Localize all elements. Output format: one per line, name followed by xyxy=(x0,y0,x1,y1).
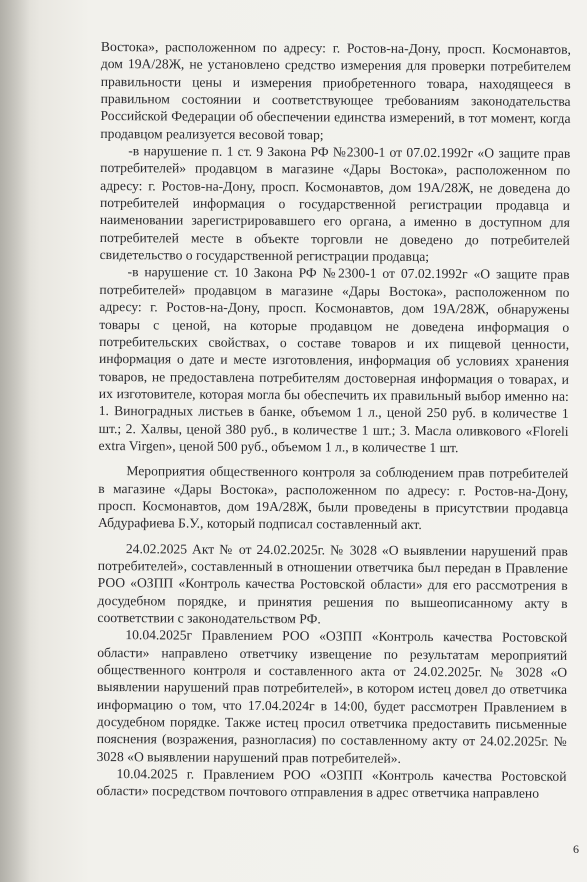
paragraph-notice-sent: 10.04.2025г Правлением РОО «ОЗПП «Контроль качества Ростовской области» направлено ответчику извещение по результатам мероприятий общественного контроля и составленного акта от 24.02.2025г. № 3028 «О выявлении нарушений прав потребителей», в котором истец довел до ответчика информацию о том, что 17.04.2024г в 14:00, будет рассмотрен Правлением в досудебном порядке. Также истец просил ответчика предоставить письменные пояснения (возражения, разногласия) по составленному акту от 24.02.2025г. № 3028 «О выявлении нарушений прав потребителей». xyxy=(96,627,568,766)
paragraph-violation-product-info: -в нарушение ст. 10 Закона РФ №2300-1 от 07.02.1992г «О защите прав потребителей» продавцом в магазине «Дары Востока», расположенном по адресу: г. Ростов-на-Дону, просп. Космонавтов, дом 19А/28Ж, обнаружены товары с ценой, на которые продавцом не доведена информация о потребительских свойствах, о составе товаров и их пищевой ценности, информация о дате и месте изготовления, информация об условиях хранения товаров, не предоставлена потребителям достоверная информация о товарах, и их изготовителе, которая могла бы обеспечить их правильный выбор именно на: 1. Виноградных листьев в банке, объемом 1 л., ценой 250 руб. в количестве 1 шт.; 2. Халвы, ценой 380 руб., в количестве 1 шт.; 3. Масла оливкового «Floreli extra Virgen», ценой 500 руб., объемом 1 л., в количестве 1 шт. xyxy=(98,264,570,456)
document-body xyxy=(96,38,571,803)
paragraph-postal-sending: 10.04.2025 г. Правлением РОО «ОЗПП «Контроль качества Ростовской области» посредством почтового отправления в адрес ответчика направлено xyxy=(96,766,567,802)
paragraph-measurement-device: Востока», расположенном по адресу: г. Ростов-на-Дону, просп. Космонавтов, дом 19А/28Ж, не установлено средство измерения для проверки потребителем правильности цены и измерения приобретенного товара, находящееся в правильном состоянии и соответствующее требованиям законодательства Российской Федерации об обеспечении единства измерений, в тот момент, когда продавцом реализуется весовой товар; xyxy=(100,38,571,143)
paragraph-violation-registration: -в нарушение п. 1 ст. 9 Закона РФ №2300-1 от 07.02.1992г «О защите прав потребителей» продавцом в магазине «Дары Востока», расположенном по адресу: г. Ростов-на-Дону, просп. Космонавтов, дом 19А/28Ж, не доведена до потребителей информация о государственной регистрации продавца и наименовании зарегистрировавшего его органа, а именно в доступном для потребителей месте в объекте торговли не доведено до потребителей свидетельство о государственной регистрации продавца; xyxy=(99,143,571,265)
page-number: 6 xyxy=(573,842,579,856)
paragraph-act-transfer: 24.02.2025 Акт № от 24.02.2025г. № 3028 «О выявлении нарушений прав потребителей», составленный в отношении ответчика был передан в Правление РОО «ОЗПП «Контроль качества Ростовской области» для его рассмотрения в досудебном порядке, и принятия решения по вышеописанному акту в соответствии с законодательством РФ. xyxy=(97,540,568,627)
scan-edge-shadow xyxy=(0,0,30,882)
paragraph-control-events: Мероприятия общественного контроля за соблюдением прав потребителей в магазине «Дары Востока», расположенном по адресу: г. Ростов-на-Дону, просп. Космонавтов, дом 19А/28Ж, были проведены в присутствии продавца Абдурафиева Б.У., который подписал составленный акт. xyxy=(97,463,569,533)
